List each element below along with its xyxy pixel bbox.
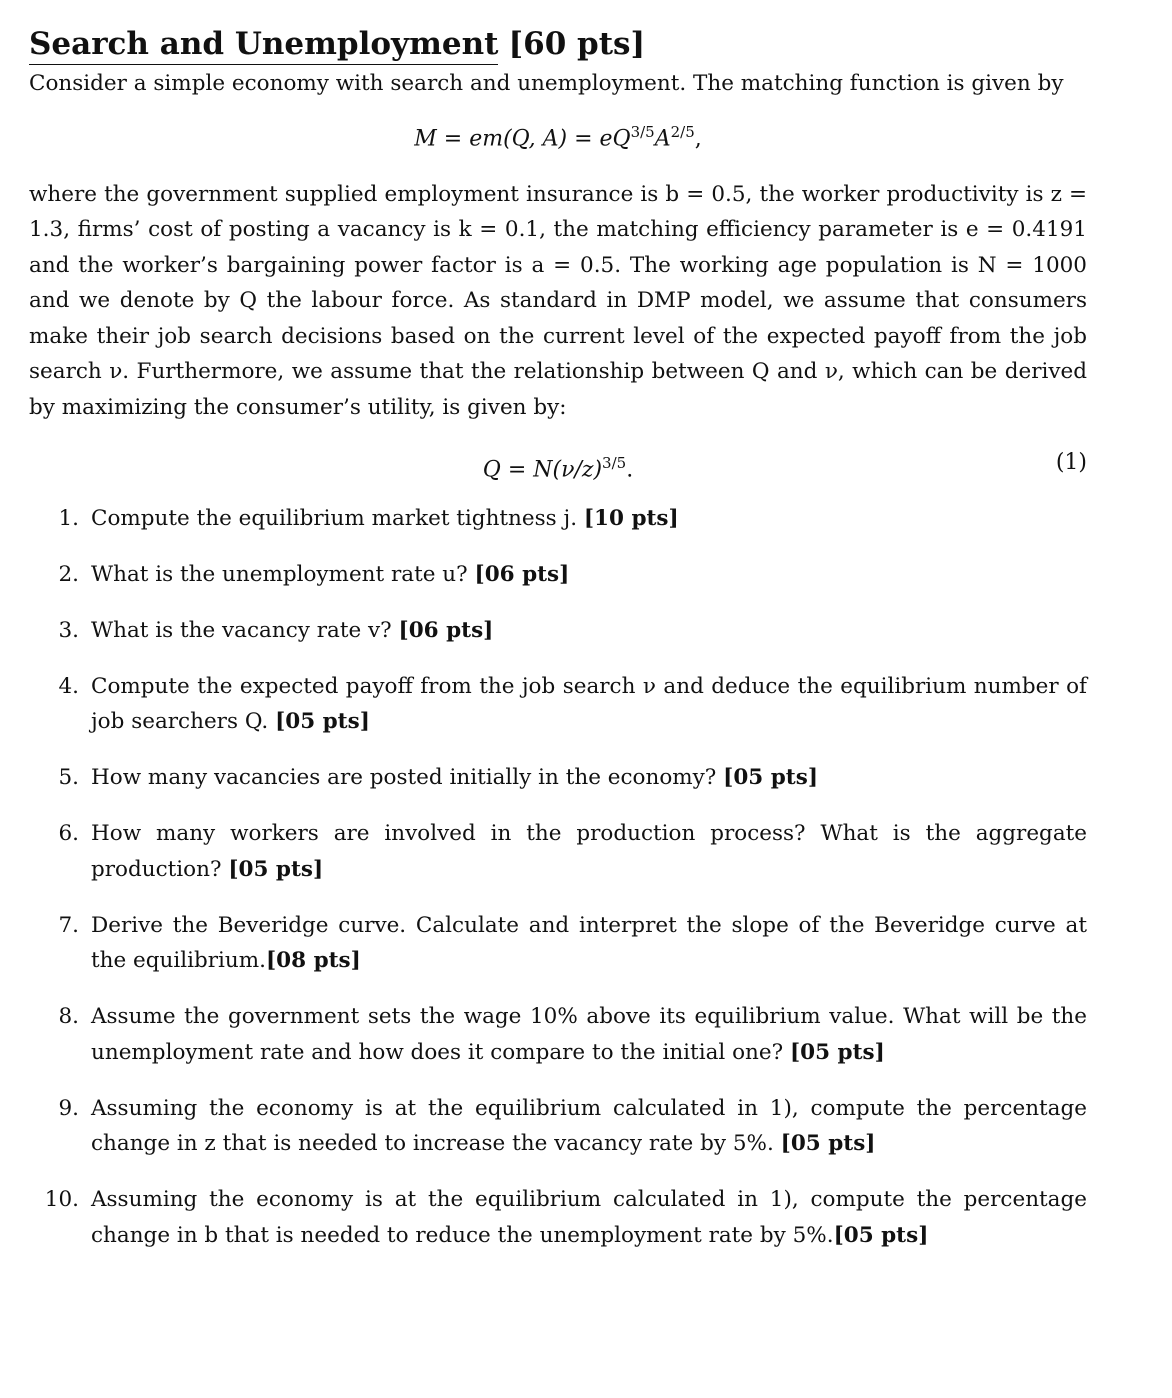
question-number: 6. bbox=[58, 821, 79, 847]
question-item bbox=[29, 760, 1087, 796]
eq2-body: Q = N(ν/z) bbox=[482, 457, 603, 483]
question-points: [05 pts] bbox=[833, 1222, 929, 1248]
question-item bbox=[29, 999, 1087, 1070]
question-number: 10. bbox=[44, 1187, 79, 1213]
question-number: 9. bbox=[58, 1095, 79, 1121]
question-number: 3. bbox=[58, 617, 79, 643]
question-text: Assuming the economy is at the equilibrium calculated in 1), compute the percentage change in z that is needed to increase the vacancy rate by 5%. bbox=[91, 1095, 1087, 1157]
question-text: What is the vacancy rate v? bbox=[91, 617, 392, 643]
question-points: [05 pts] bbox=[723, 765, 818, 791]
question-item bbox=[29, 669, 1087, 740]
question-item bbox=[29, 557, 1087, 593]
question-item bbox=[29, 501, 1087, 537]
question-item bbox=[29, 613, 1087, 649]
question-points: [06 pts] bbox=[398, 617, 494, 643]
question-item bbox=[29, 816, 1087, 887]
title-points: [60 pts] bbox=[508, 26, 646, 62]
question-number: 1. bbox=[58, 505, 79, 531]
equation-number: (1) bbox=[1055, 450, 1087, 476]
question-points: [10 pts] bbox=[583, 505, 679, 531]
eq1-end: , bbox=[694, 125, 702, 151]
page-title bbox=[29, 22, 1087, 66]
question-item bbox=[29, 1091, 1087, 1162]
labour-force-equation bbox=[29, 447, 1087, 486]
question-points: [05 pts] bbox=[780, 1131, 876, 1157]
question-points: [06 pts] bbox=[474, 561, 570, 587]
question-points: [05 pts] bbox=[228, 856, 324, 882]
question-list bbox=[29, 501, 1087, 1254]
question-text: Assume the government sets the wage 10% above its equilibrium value. What will be the unemployment rate and how does it compare to the initial one? bbox=[91, 1004, 1087, 1065]
matching-function-equation bbox=[29, 116, 1087, 155]
eq2-end: . bbox=[626, 457, 634, 483]
question-item bbox=[29, 908, 1087, 979]
eq1-lhs: M = em(Q, A) = eQ bbox=[414, 125, 631, 151]
question-number: 7. bbox=[58, 912, 79, 938]
question-text: How many workers are involved in the production process? What is the aggregate production? bbox=[91, 821, 1087, 882]
question-text: What is the unemployment rate u? bbox=[91, 561, 468, 587]
question-text: Derive the Beveridge curve. Calculate and interpret the slope of the Beveridge curve at the equilibrium. bbox=[91, 912, 1087, 974]
question-number: 2. bbox=[58, 561, 79, 587]
question-points: [05 pts] bbox=[789, 1039, 885, 1065]
eq1-a: A bbox=[654, 125, 671, 151]
question-item bbox=[29, 1182, 1087, 1253]
question-text: How many vacancies are posted initially in the economy? bbox=[91, 765, 717, 791]
question-number: 5. bbox=[58, 765, 79, 791]
question-text: Assuming the economy is at the equilibrium calculated in 1), compute the percentage change in b that is needed to reduce the unemployment rate by 5%. bbox=[91, 1187, 1087, 1248]
eq1-exp-a: 2/5 bbox=[670, 122, 695, 141]
question-text: Compute the equilibrium market tightness j. bbox=[91, 505, 578, 531]
question-points: [05 pts] bbox=[275, 709, 370, 735]
document-page bbox=[29, 22, 1087, 1274]
question-number: 8. bbox=[58, 1004, 79, 1030]
question-points: [08 pts] bbox=[266, 948, 361, 974]
title-text: Search and Unemployment bbox=[29, 24, 498, 65]
eq1-exp-q: 3/5 bbox=[630, 122, 655, 141]
question-number: 4. bbox=[58, 673, 79, 699]
eq2-exp: 3/5 bbox=[602, 454, 627, 473]
intro-text: Consider a simple economy with search and unemployment. The matching function is given by bbox=[29, 71, 1064, 96]
question-text: Compute the expected payoff from the job search ν and deduce the equilibrium number of job searchers Q. bbox=[91, 673, 1087, 735]
parameters-paragraph: where the government supplied employment insurance is b = 0.5, the worker productivity is z = 1.3, firms’ cost of posting a vacancy is k = 0.1, the matching efficiency parameter is e = 0.4191 and the worker’s bargaining power factor is a = 0.5. The working age population is N = 1000 and we denote by Q the labour force. As standard in DMP model, we assume that consumers make their job search decisions based on the current level of the expected payoff from the job search ν. Furthermore, we assume that the relationship between Q and ν, which can be derived by maximizing the consumer’s utility, is given by: bbox=[29, 181, 1087, 420]
